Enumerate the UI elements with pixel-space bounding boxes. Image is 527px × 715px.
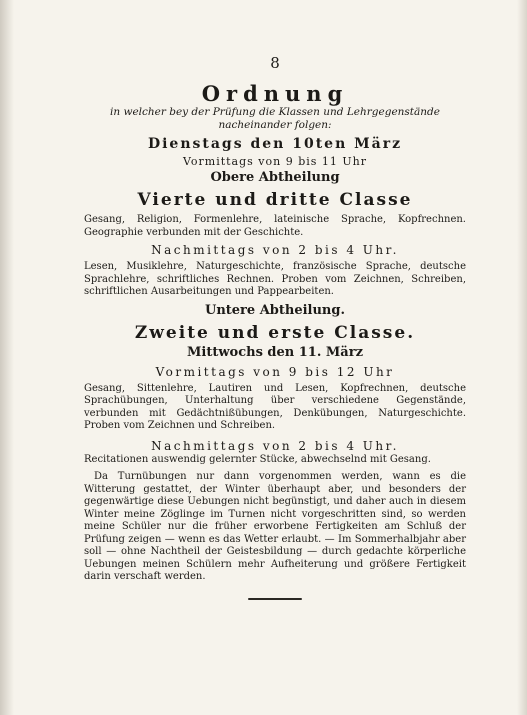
day1-morning-heading: Vormittags von 9 bis 11 Uhr bbox=[182, 155, 368, 168]
day1-heading: Dienstags den 10ten März bbox=[147, 136, 403, 152]
subtitle-line-2: nacheinander folgen: bbox=[218, 119, 332, 131]
day2-morning-heading: Vormittags von 9 bis 12 Uhr bbox=[155, 364, 395, 379]
subtitle-line-1: in welcher bey der Prüfung die Klassen und Lehrgegenstände bbox=[110, 106, 440, 118]
afternoon1-heading: Nachmittags von 2 bis 4 Uhr. bbox=[151, 243, 399, 257]
upper-division-heading: Obere Abtheilung bbox=[210, 170, 340, 185]
day2-heading: Mittwochs den 11. März bbox=[187, 344, 363, 360]
page-content bbox=[84, 54, 466, 600]
page-shadow-right bbox=[517, 0, 527, 715]
class-upper-heading: Vierte und dritte Classe bbox=[137, 190, 413, 210]
lower-morning-subjects: Gesang, Sittenlehre, Lautiren und Lesen, Kopfrechnen, deutsche Sprachübungen, Unterhaltung über verschiedene Gegenstände, verbunden mit Gedächtnißübungen, Denkübungen, Naturgeschichte. Proben vom Zeichnen und Schreiben. bbox=[84, 382, 466, 431]
page-shadow-left bbox=[0, 0, 14, 715]
lower-division-heading: Untere Abtheilung. bbox=[204, 302, 345, 318]
ornamental-divider bbox=[248, 598, 302, 600]
document-title: Ordnung bbox=[201, 81, 349, 106]
recitations-text: Recitationen auswendig gelernter Stücke, abwechselnd mit Gesang. bbox=[84, 453, 431, 465]
closing-paragraph: Da Turnübungen nur dann vorgenommen werden, wann es die Witterung gestattet, der Winter überhaupt aber, und besonders der gegenwärtige diese Uebungen nicht begünstigt, und daher auch in diesem Winter meine Zöglinge im Turnen nicht vorgeschritten sind, so werden meine Schüler nur die früher erworbene Fertigkeiten am Schluß der Prüfung zeigen — wenn es das Wetter erlaubt. — Im Sommerhalbjahr aber soll — ohne Nachtheil der Geistesbildung — durch gedachte körperliche Uebungen meinen Schülern mehr Aufheiterung und größere Fertigkeit darin verschaft werden. bbox=[84, 471, 466, 582]
upper-afternoon-subjects: Lesen, Musiklehre, Naturgeschichte, französische Sprache, deutsche Sprachlehre, schriftliches Rechnen. Proben vom Zeichnen, Schreiben, schriftlichen Ausarbeitungen und Pappearbeiten. bbox=[84, 261, 466, 297]
afternoon2-heading: Nachmittags von 2 bis 4 Uhr. bbox=[151, 438, 399, 453]
upper-morning-subjects: Gesang, Religion, Formenlehre, lateinische Sprache, Kopfrechnen. Geographie verbunden mit der Geschichte. bbox=[84, 214, 466, 238]
class-lower-heading: Zweite und erste Classe. bbox=[134, 322, 416, 343]
page-number: 8 bbox=[270, 54, 280, 72]
